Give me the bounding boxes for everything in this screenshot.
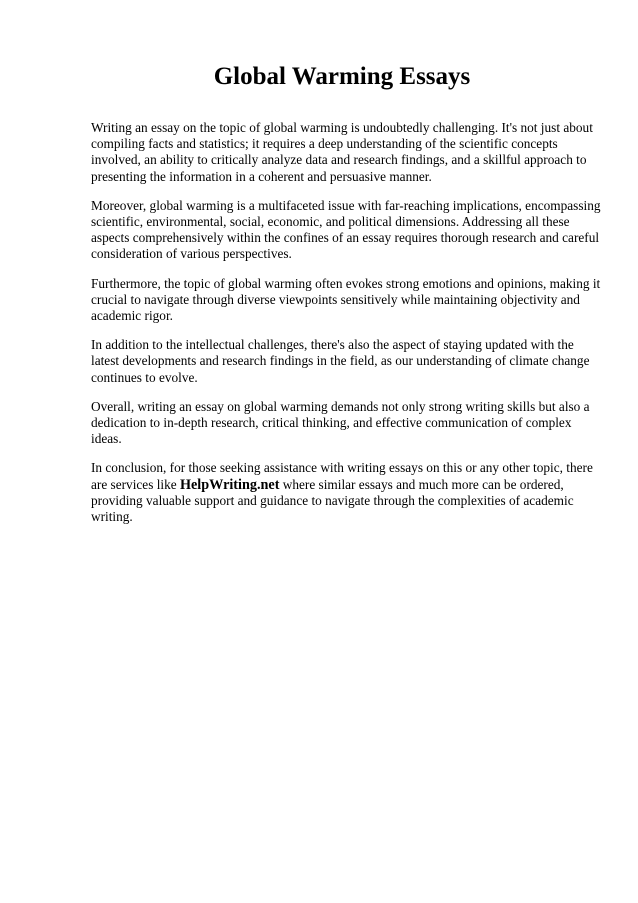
conclusion-text-before: In conclusion, for those seeking assistance with writing essays on this or any other topic, there are services like [91,460,593,492]
brand-name: HelpWriting.net [179,476,280,493]
paragraph-in-addition: In addition to the intellectual challenges, there's also the aspect of staying updated with the latest developments and research findings in the field, as our understanding of climate change continues to evolve. [91,337,590,385]
paragraph-furthermore: Furthermore, the topic of global warming often evokes strong emotions and opinions, making it crucial to navigate through diverse viewpoints sensitively while maintaining objectivity and academic rigor. [91,275,601,324]
document-title: Global Warming Essays [213,63,471,90]
document-body [91,120,601,538]
conclusion-text-after: where similar essays and much more can be ordered, providing valuable support and guidance to navigate through the complexities of academic writing. [91,476,574,525]
paragraph-overall: Overall, writing an essay on global warming demands not only strong writing skills but also a dedication to in-depth research, critical thinking, and effective communication of complex ideas. [91,398,590,447]
paragraph-intro: Writing an essay on the topic of global warming is undoubtedly challenging. It's not just about compiling facts and statistics; it requires a deep understanding of the scientific concepts involved, an ability to critically analyze data and research findings, and a skillful approach to presenting the information in a coherent and persuasive manner. [91,120,593,184]
paragraph-conclusion [91,460,601,525]
paragraph-moreover: Moreover, global warming is a multifaceted issue with far-reaching implications, encompassing scientific, environmental, social, economic, and political dimensions. Addressing all these aspects comprehensively within the confines of an essay requires thorough research and careful consideration of various perspectives. [91,197,601,262]
